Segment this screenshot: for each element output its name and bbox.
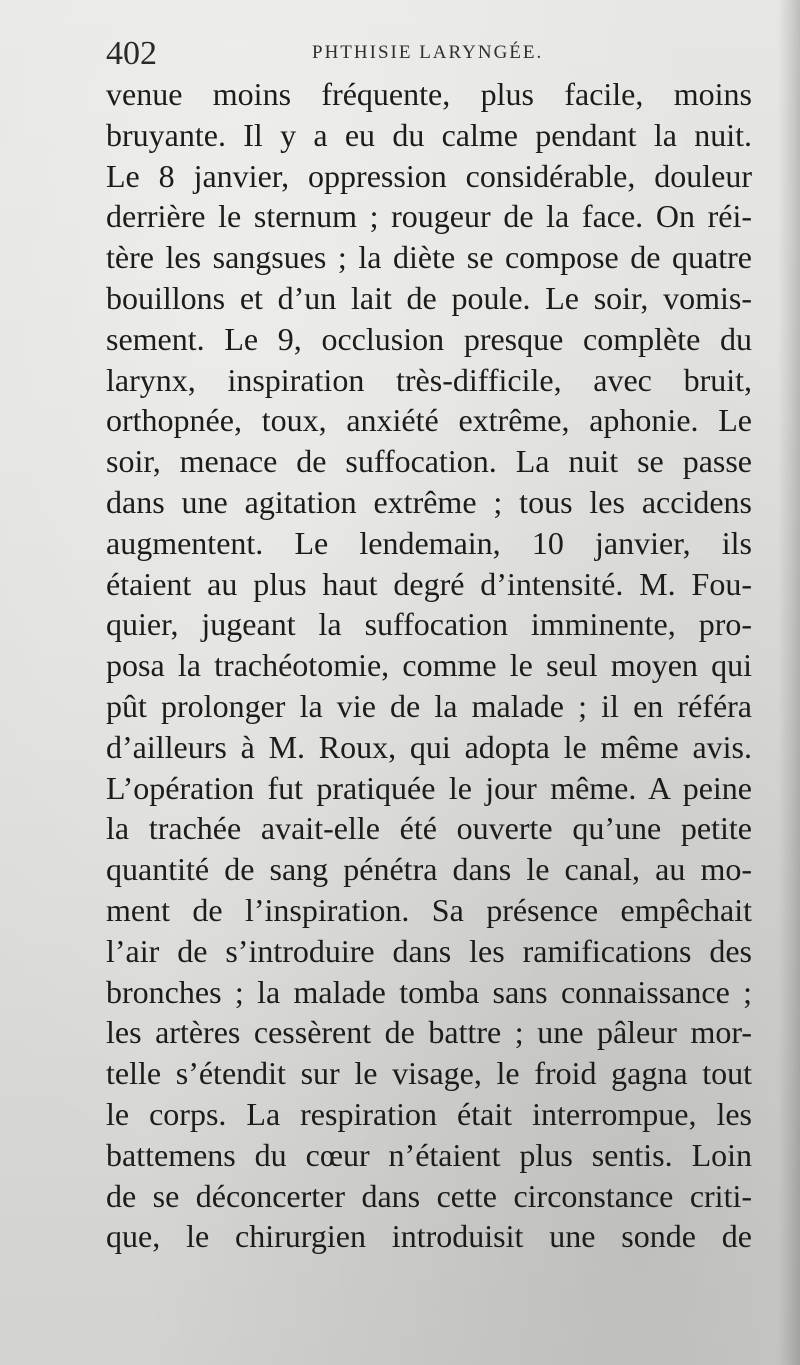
text-line: pût prolonger la vie de la malade ; il en référa <box>106 687 752 724</box>
text-line: posa la trachéotomie, comme le seul moyen qui <box>106 647 752 684</box>
page-header <box>106 34 752 74</box>
text-line: larynx, inspiration très-difficile, avec bruit, <box>106 361 752 398</box>
text-line: que, le chirurgien introduisit une sonde de <box>106 1218 752 1255</box>
running-title: PHTHISIE LARYNGÉE. <box>312 42 544 63</box>
body-text <box>106 74 752 1257</box>
text-line: Le 8 janvier, oppression considérable, douleur <box>106 157 752 194</box>
text-line: les artères cessèrent de battre ; une pâleur mor- <box>106 1014 752 1051</box>
text-line: venue moins fréquente, plus facile, moins <box>106 76 752 112</box>
text-line: battemens du cœur n’étaient plus sentis. Loin <box>106 1136 752 1173</box>
text-line: augmentent. Le lendemain, 10 janvier, ils <box>106 524 752 561</box>
text-line: soir, menace de suffocation. La nuit se passe <box>106 443 752 480</box>
text-line: derrière le sternum ; rougeur de la face. On réi- <box>106 198 752 235</box>
text-line: étaient au plus haut degré d’intensité. M. Fou- <box>106 565 752 602</box>
text-line: telle s’étendit sur le visage, le froid gagna tout <box>106 1055 752 1092</box>
text-line: orthopnée, toux, anxiété extrême, aphonie. Le <box>106 402 752 439</box>
text-line: le corps. La respiration était interrompue, les <box>106 1095 752 1132</box>
text-line: tère les sangsues ; la diète se compose de quatre <box>106 239 752 276</box>
text-line: bruyante. Il y a eu du calme pendant la nuit. <box>106 116 752 153</box>
text-line: quantité de sang pénétra dans le canal, au mo- <box>106 851 752 888</box>
text-line: quier, jugeant la suffocation imminente, pro- <box>106 606 752 643</box>
text-line: ment de l’inspiration. Sa présence empêchait <box>106 891 752 928</box>
text-line: bronches ; la malade tomba sans connaissance ; <box>106 973 752 1010</box>
text-line: dans une agitation extrême ; tous les accidens <box>106 483 752 520</box>
text-line: la trachée avait-elle été ouverte qu’une petite <box>106 810 752 847</box>
text-line: d’ailleurs à M. Roux, qui adopta le même avis. <box>106 728 752 765</box>
text-line: bouillons et d’un lait de poule. Le soir, vomis- <box>106 279 752 316</box>
text-line: sement. Le 9, occlusion presque complète du <box>106 320 752 357</box>
page-number: 402 <box>106 35 157 72</box>
text-line: de se déconcerter dans cette circonstance criti- <box>106 1177 752 1214</box>
text-line: l’air de s’introduire dans les ramifications des <box>106 932 752 969</box>
page-edge-shadow <box>778 0 800 1365</box>
text-line: L’opération fut pratiquée le jour même. A peine <box>106 769 752 806</box>
